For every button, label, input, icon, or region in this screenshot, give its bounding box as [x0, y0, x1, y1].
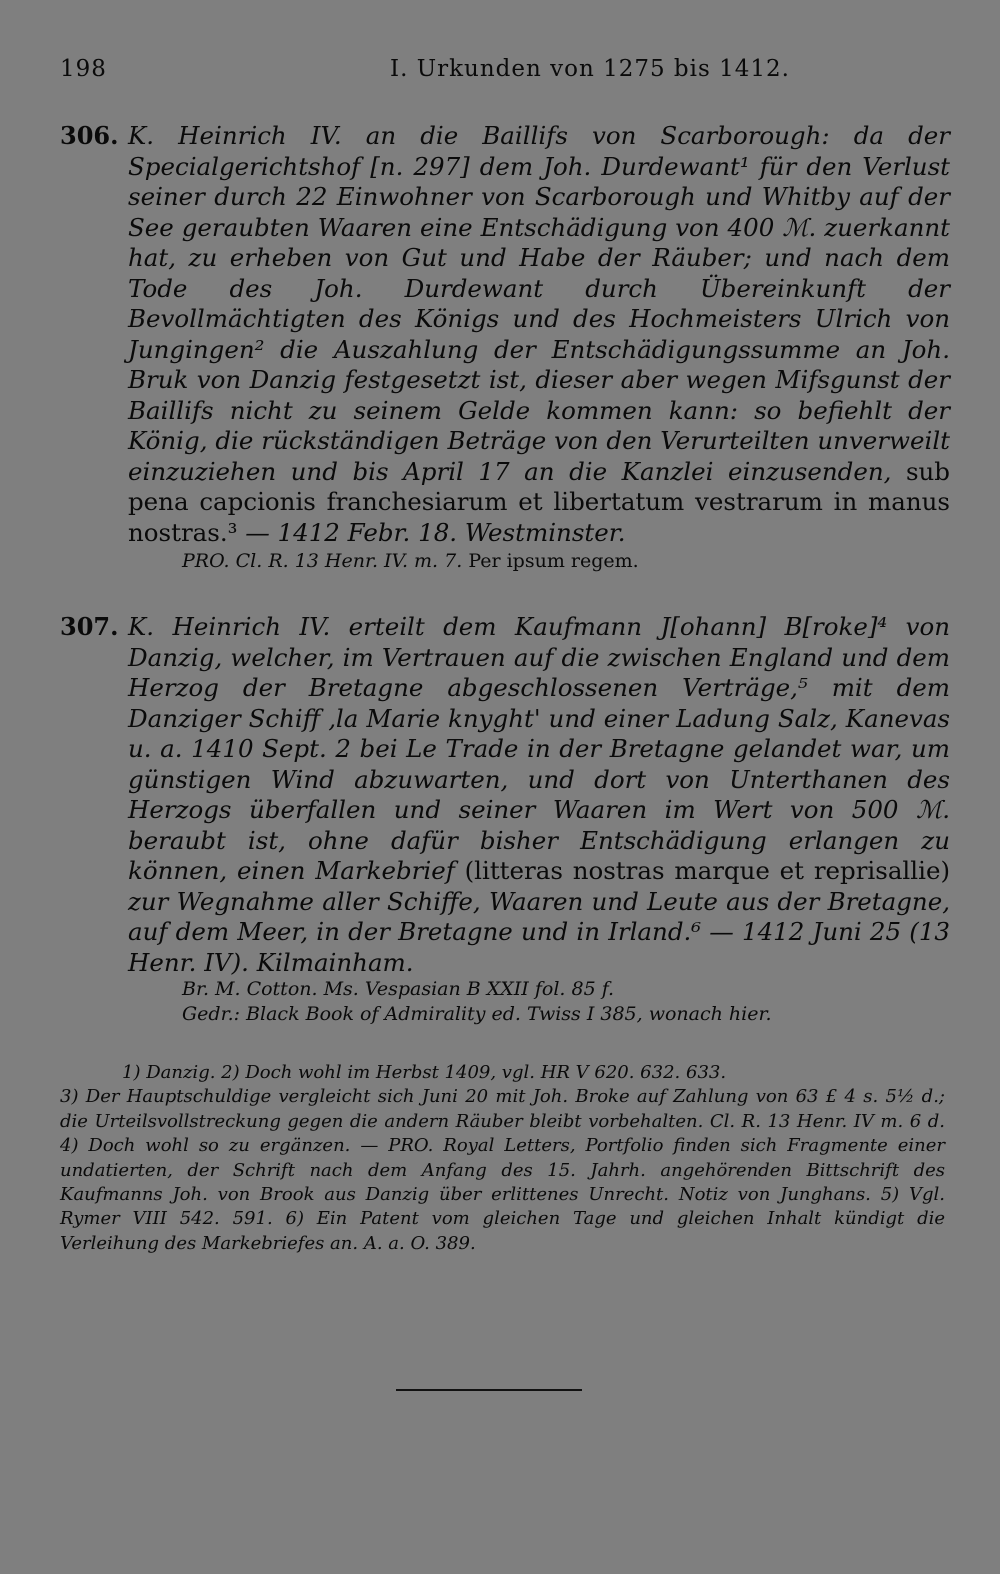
footnote-block: 3) Der Hauptschuldige vergleicht sich Juni 20 mit Joh. Broke auf Zahlung von 63 £ 4 s. 5½ d.; die Urteilsvollstreckung gegen die andern Räuber bleibt vorbehalten. Cl. R. 13 Henr. IV m. 6 d. 4) Doch wohl so zu ergänzen. — PRO. Royal Letters, Portfolio finden sich Fragmente einer undatierten, der Schrift nach dem Anfang des 15. Jahrh. angehörenden Bittschrift des Kaufmanns Joh. von Brook aus Danzig über erlittenes Unrecht. Notiz von Junghans. 5) Vgl. Rymer VIII 542. 591. 6) Ein Patent vom gleichen Tage und gleichen Inhalt kündigt die Verleihung des Markebriefes an. A. a. O. 389. [60, 1086, 945, 1254]
regest-text-continued: zur Wegnahme aller Schiffe, Waaren und Leute aus der Bretagne, auf dem Meer, in der Bretagne und in Irland.⁶ — 1412 Juni 25 (13 Henr. IV). Kilmainham. [128, 886, 950, 977]
entry-regest [128, 612, 950, 978]
latin-quote: sub pena capcionis franchesiarum et libertatum vestrarum in manus nostras.³ [128, 456, 950, 547]
footnote-line: 1) Danzig. 2) Doch wohl im Herbst 1409, vgl. HR V 620. 632. 633. [122, 1062, 727, 1083]
regest-text: K. Heinrich IV. an die Baillifs von Scarborough: da der Specialgerichtshof [n. 297] dem Joh. Durdewant¹ für den Verlust seiner durch 22 Einwohner von Scarborough und Whitby auf der See geraubten Waaren eine Entschädigung von 400 ℳ. zuerkannt hat, zu erheben von Gut und Habe der Räuber; und nach dem Tode des Joh. Durdewant durch Übereinkunft der Bevollmächtigten des Königs und des Hochmeisters Ulrich von Jungingen² die Auszahlung der Entschädigungssumme an Joh. Bruk von Danzig festgesetzt ist, dieser aber wegen Mifsgunst der Baillifs nicht zu seinem Gelde kommen kann: so befiehlt der König, die rückständigen Beträge von den Verurteilten unverweilt einzuziehen und bis April 17 an die Kanzlei einzusenden, [128, 121, 950, 486]
entry-regest [128, 121, 950, 548]
regest-text: K. Heinrich IV. erteilt dem Kaufmann J[ohann] B[roke]⁴ von Danzig, welcher, im Vertrauen auf die zwischen England und dem Herzog der Bretagne abgeschlossenen Verträge,⁵ mit dem Danziger Schiff ‚la Marie knyght' und einer Ladung Salz, Kanevas u. a. 1410 Sept. 2 bei Le Trade in der Bretagne gelandet war, um günstigen Wind abzuwarten, und dort von Unterthanen des Herzogs überfallen und seiner Waaren im Wert von 500 ℳ. beraubt ist, ohne dafür bisher Entschädigung erlangen zu können, einen Markebrief [128, 612, 950, 885]
entry-number: 307. [60, 612, 119, 641]
page-header [60, 56, 940, 90]
divider-rule [396, 1389, 582, 1391]
source-citation: Br. M. Cotton. Ms. Vespasian B XXII fol. 85 f. [182, 978, 615, 1000]
latin-quote: (litteras nostras marque et reprisallie) [464, 856, 950, 885]
source-archive: PRO. Cl. R. 13 Henr. IV. m. 7. [182, 550, 463, 572]
date-place: — 1412 Febr. 18. Westminster. [245, 517, 626, 547]
print-citation: Gedr.: Black Book of Admirality ed. Twiss I 385, wonach hier. [182, 1003, 772, 1025]
entry-number: 306. [60, 121, 119, 150]
page-number: 198 [60, 56, 107, 82]
footnotes [60, 1061, 945, 1256]
source-citation [182, 550, 639, 572]
running-title: I. Urkunden von 1275 bis 1412. [390, 56, 790, 82]
source-note: Per ipsum regem. [468, 550, 639, 572]
